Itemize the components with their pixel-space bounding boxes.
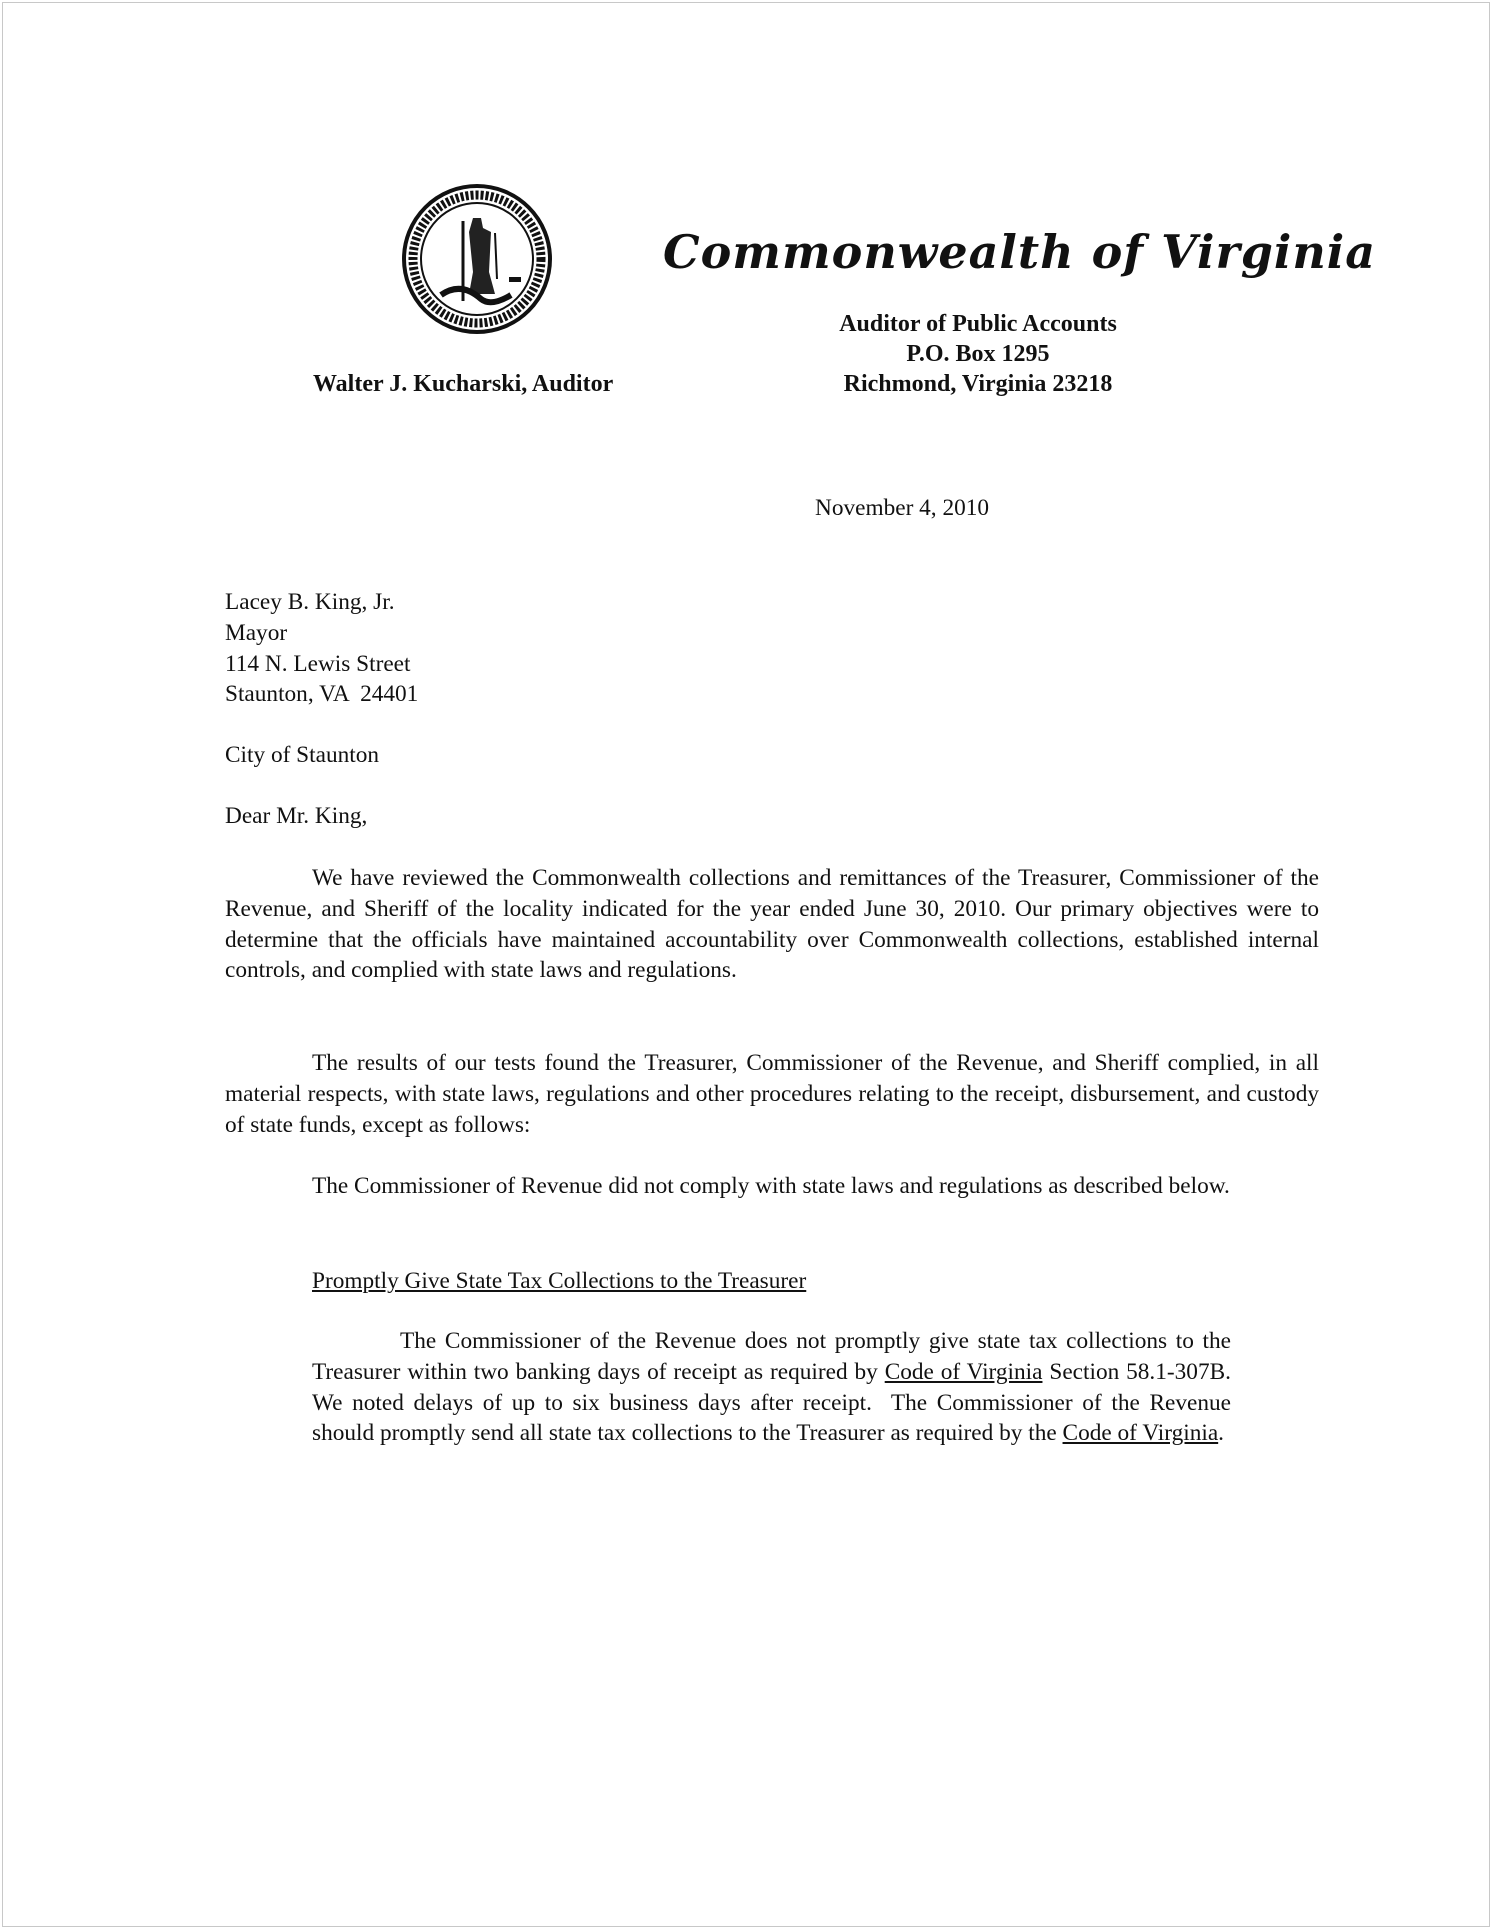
letterhead-title: Commonwealth of Virginia: [663, 225, 1377, 279]
recipient-city: Staunton, VA 24401: [225, 681, 419, 708]
salutation: Dear Mr. King,: [225, 803, 368, 829]
virginia-seal-icon: [401, 183, 553, 335]
recipient-name: Lacey B. King, Jr.: [225, 589, 395, 615]
paragraph-2: The results of our tests found the Treasurer, Commissioner of the Revenue, and Sheriff complied, in all material respects, with state laws, regulations and other procedures relating to the receipt, disbursement, and custody of state funds, except as follows:: [225, 1050, 1319, 1138]
office-address: [778, 309, 1178, 399]
letter-page: [2, 2, 1490, 1927]
recipient-street: 114 N. Lewis Street: [225, 650, 411, 677]
code-reference-1: Code of Virginia: [884, 1358, 1043, 1385]
letter-date: November 4, 2010: [815, 495, 990, 521]
recipient-title: Mayor: [225, 619, 288, 646]
paragraph-1: We have reviewed the Commonwealth collections and remittances of the Treasurer, Commissioner of the Revenue, and Sheriff of the locality indicated for the year ended June 30, 2010. Our primary objectives were to determine that the officials have maintained accountability over Commonwealth collections, established internal controls, and complied with state laws and regulations.: [225, 865, 1319, 984]
finding-text-1: The Commissioner of the Revenue does not promptly give state tax collections to the Treasurer within two banking days of receipt as required by: [312, 1328, 1237, 1385]
office-name: Auditor of Public Accounts: [839, 311, 1117, 337]
locality: City of Staunton: [225, 742, 380, 768]
auditor-name: Walter J. Kucharski, Auditor: [313, 371, 614, 397]
code-reference-2: Code of Virginia: [1062, 1420, 1219, 1447]
finding-text-2: Section 58.1-307B. We noted delays of up to six business days after receipt. The Commissioner of the Revenue should promptly send all state tax collections to the Treasurer as required by the: [312, 1358, 1243, 1447]
finding-heading: Promptly Give State Tax Collections to the Treasurer: [312, 1268, 807, 1294]
finding-text-3: .: [1218, 1420, 1224, 1447]
finding-paragraph: [312, 1326, 1243, 1449]
recipient-address: [225, 587, 418, 710]
paragraph-3: The Commissioner of Revenue did not comply with state laws and regulations as described below.: [312, 1173, 1230, 1199]
office-po-box: P.O. Box 1295: [906, 341, 1050, 367]
office-city: Richmond, Virginia 23218: [843, 371, 1113, 397]
